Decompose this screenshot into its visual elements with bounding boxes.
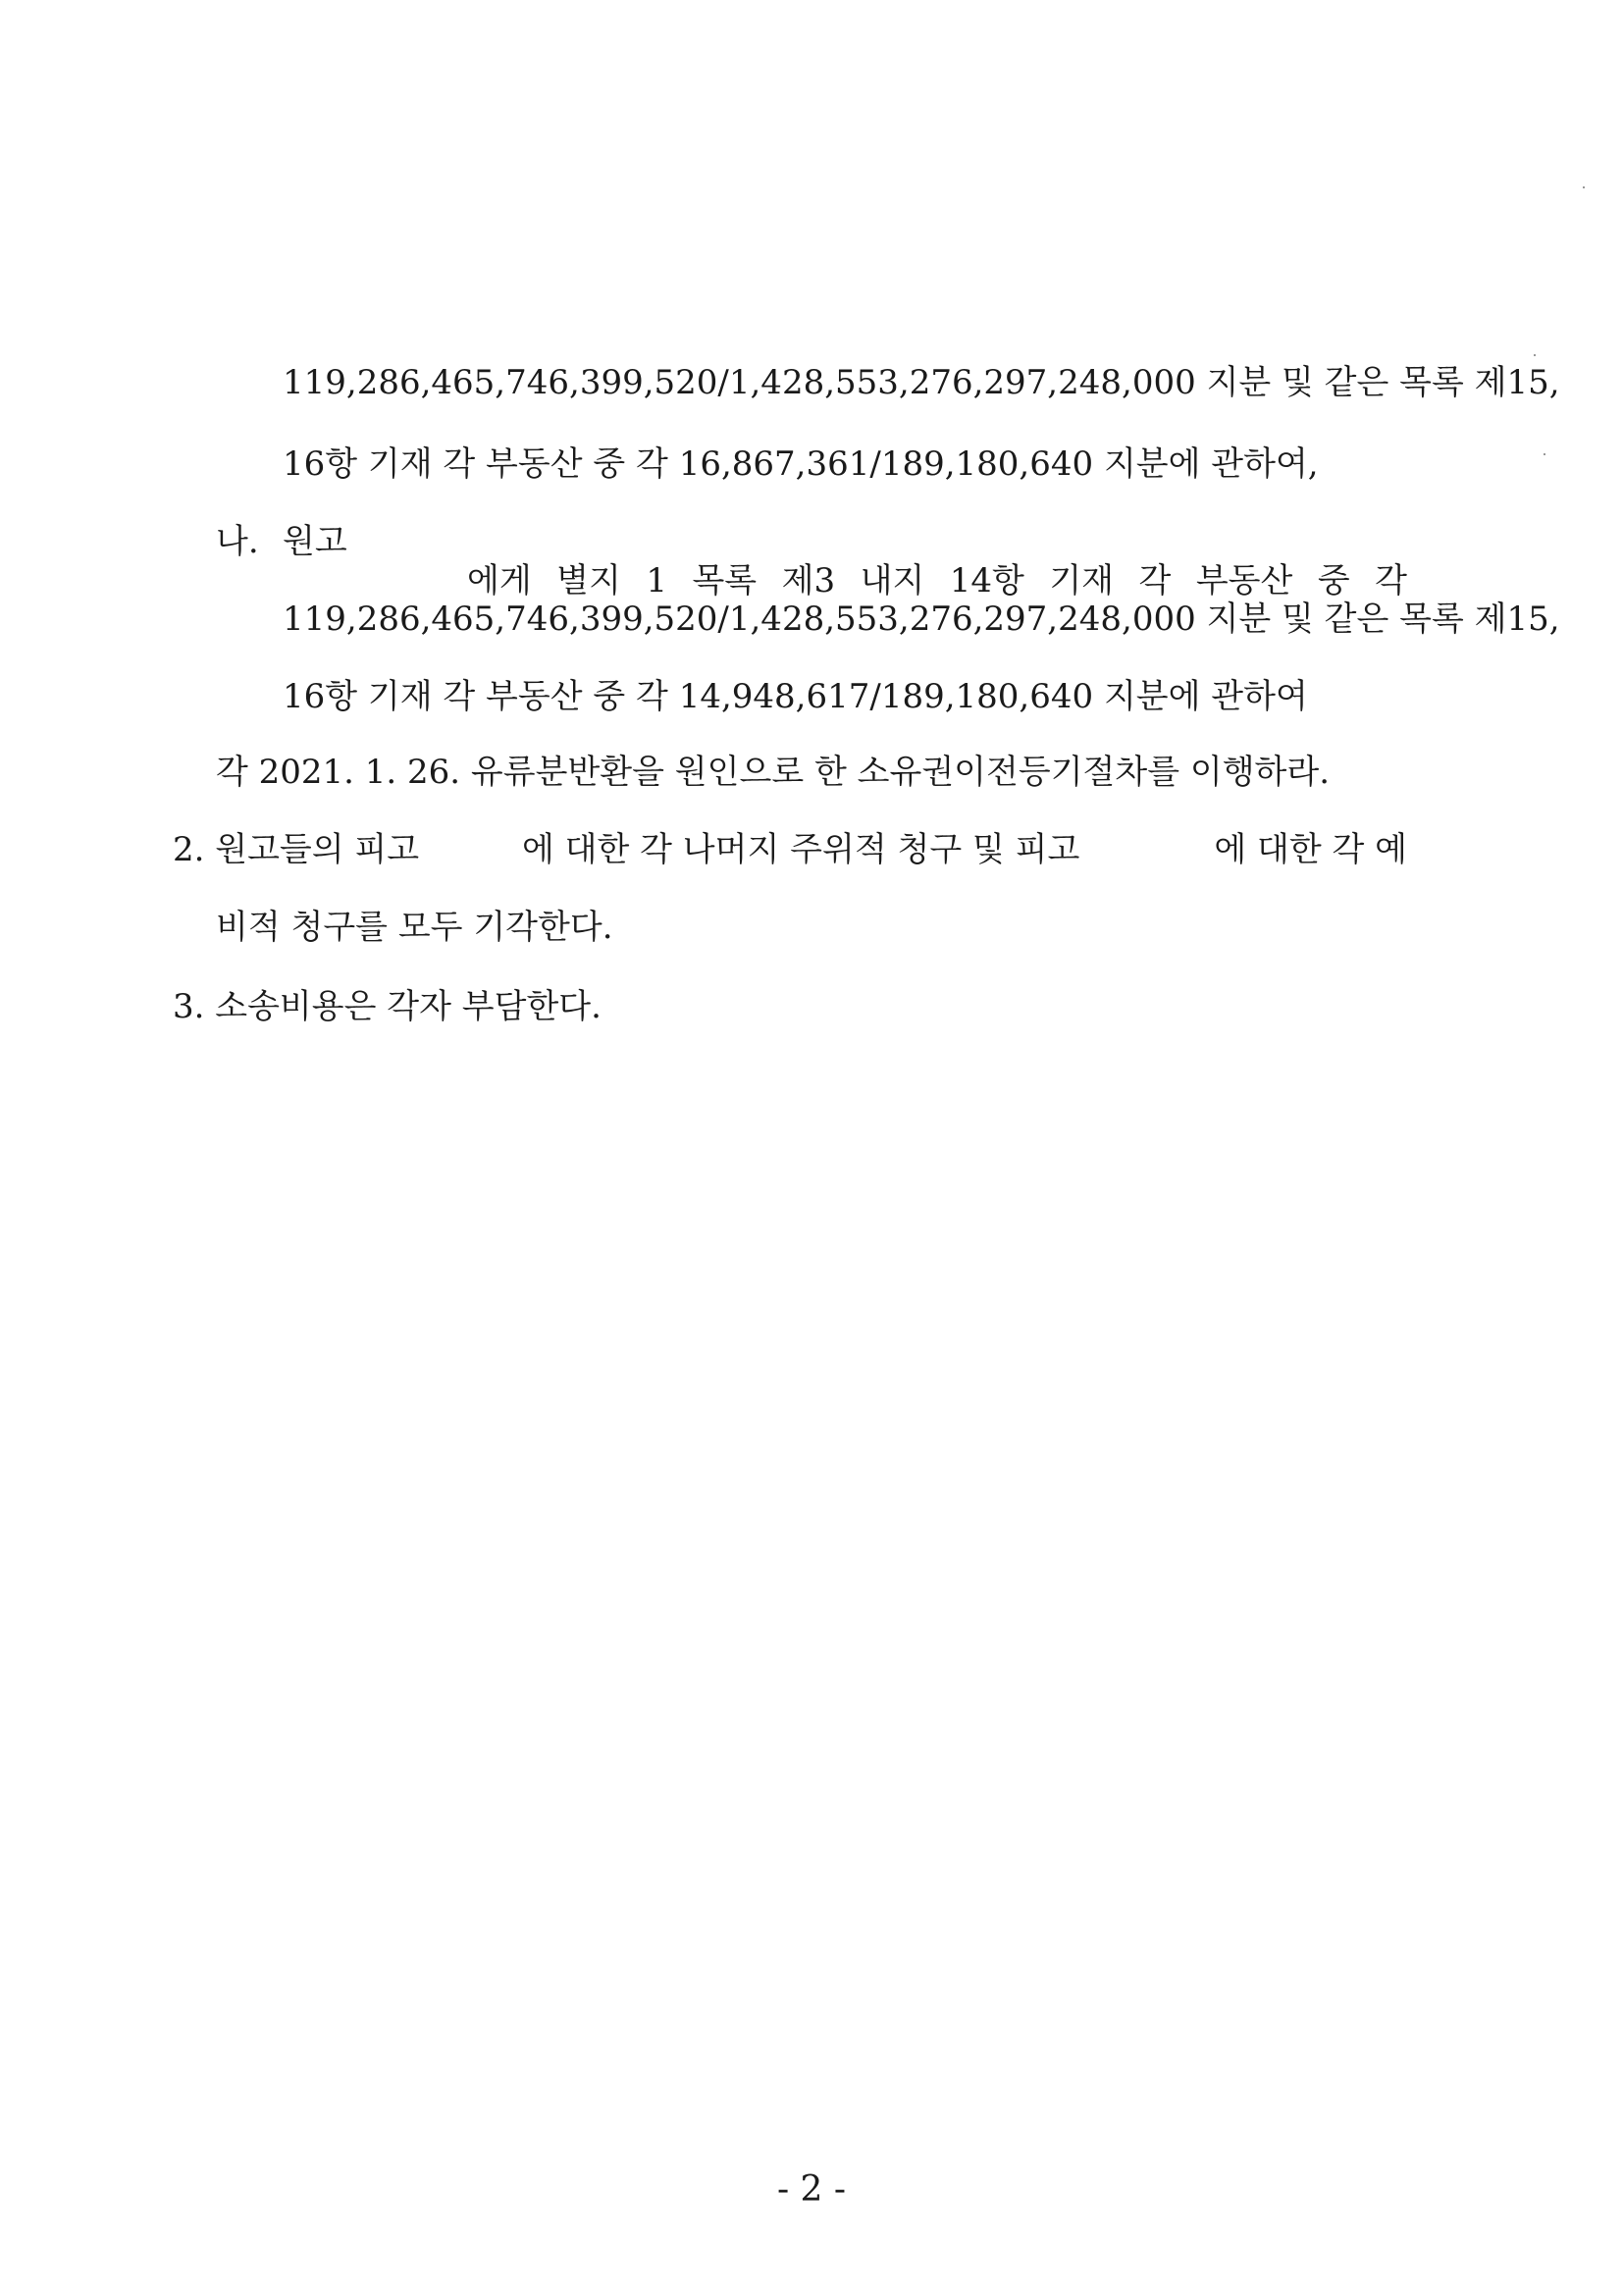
text-line-7-b: 에 대한 각 나머지 주위적 청구 및 피고 — [522, 830, 1080, 869]
text-line-2: 16항 기재 각 부동산 중 각 16,867,361/189,180,640 지분에 관하여, — [283, 444, 1319, 484]
text-line-1: 119,286,465,746,399,520/1,428,553,276,297,248,000 지분 및 같은 목록 제15, — [283, 363, 1560, 402]
page-number: - 2 - — [776, 2169, 847, 2210]
text-line-3-rest: 에게 별지 1 목록 제3 내지 14항 기재 각 부동산 중 각 — [467, 561, 1407, 600]
text-line-3 — [216, 522, 1407, 600]
text-line-7-c: 에 대한 각 예 — [1214, 830, 1407, 869]
text-line-9: 3. 소송비용은 각자 부담한다. — [173, 987, 602, 1026]
scan-speck — [1544, 453, 1545, 455]
text-line-7-a: 2. 원고들의 피고 — [173, 830, 420, 869]
scan-speck — [1534, 354, 1536, 356]
list-marker-na: 나. — [216, 522, 259, 561]
plaintiff-label: 원고 — [283, 522, 347, 561]
text-line-5: 16항 기재 각 부동산 중 각 14,948,617/189,180,640 지분에 관하여 — [283, 677, 1308, 716]
scan-speck — [1583, 186, 1585, 188]
text-line-6: 각 2021. 1. 26. 유류분반환을 원인으로 한 소유권이전등기절차를 이행하라. — [216, 753, 1331, 792]
text-line-4: 119,286,465,746,399,520/1,428,553,276,297,248,000 지분 및 같은 목록 제15, — [283, 600, 1560, 639]
text-line-7 — [173, 830, 1407, 869]
text-line-8: 비적 청구를 모두 기각한다. — [216, 908, 613, 947]
